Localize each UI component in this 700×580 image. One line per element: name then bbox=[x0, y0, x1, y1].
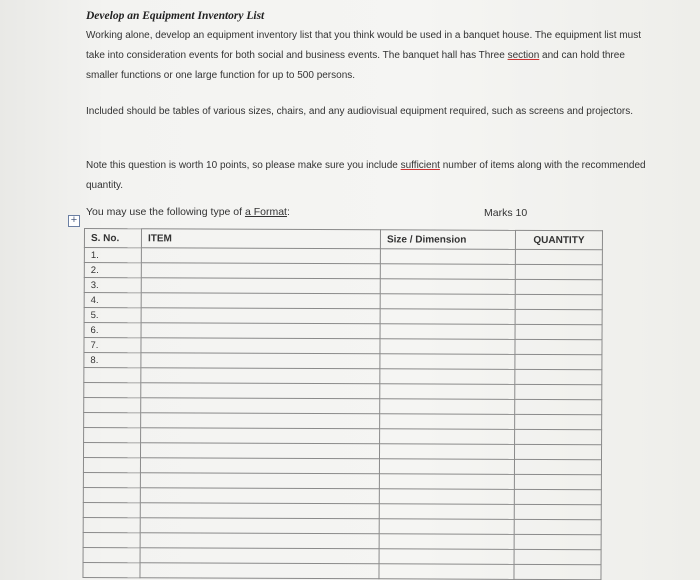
cell-item[interactable] bbox=[141, 248, 380, 264]
paragraph-note: Note this question is worth 10 points, so please make sure you include sufficient number of items along with the recommended quantity. bbox=[86, 160, 646, 191]
cell-serial-no[interactable]: 7. bbox=[84, 338, 141, 353]
cell-serial-no[interactable] bbox=[84, 413, 141, 428]
cell-size-dimension[interactable] bbox=[380, 249, 515, 265]
cell-serial-no[interactable] bbox=[83, 517, 140, 532]
cell-quantity[interactable] bbox=[514, 519, 601, 534]
cell-quantity[interactable] bbox=[515, 429, 602, 444]
cell-serial-no[interactable] bbox=[83, 502, 140, 517]
cell-size-dimension[interactable] bbox=[380, 384, 515, 400]
cell-item[interactable] bbox=[140, 488, 379, 504]
cell-size-dimension[interactable] bbox=[380, 369, 515, 385]
cell-serial-no[interactable] bbox=[84, 398, 141, 413]
cell-size-dimension[interactable] bbox=[379, 564, 514, 580]
document-title: Develop an Equipment Inventory List bbox=[86, 10, 265, 22]
cell-serial-no[interactable] bbox=[83, 547, 140, 562]
cell-item[interactable] bbox=[140, 548, 379, 564]
cell-serial-no[interactable] bbox=[83, 562, 140, 577]
cell-item[interactable] bbox=[141, 383, 380, 399]
cell-size-dimension[interactable] bbox=[379, 474, 514, 490]
cell-item[interactable] bbox=[141, 398, 380, 414]
cell-quantity[interactable] bbox=[515, 339, 602, 354]
cell-size-dimension[interactable] bbox=[380, 264, 515, 280]
cell-item[interactable] bbox=[140, 563, 379, 579]
cell-serial-no[interactable]: 6. bbox=[84, 323, 141, 338]
cell-serial-no[interactable]: 8. bbox=[84, 353, 141, 368]
cell-size-dimension[interactable] bbox=[380, 294, 515, 310]
spelling-underline-sufficient: sufficient bbox=[400, 160, 440, 171]
cell-serial-no[interactable]: 1. bbox=[84, 248, 141, 263]
cell-quantity[interactable] bbox=[514, 564, 601, 579]
cell-size-dimension[interactable] bbox=[380, 414, 515, 430]
header-quantity: QUANTITY bbox=[515, 230, 602, 249]
cell-item[interactable] bbox=[141, 263, 380, 279]
cell-quantity[interactable] bbox=[515, 279, 602, 294]
table-move-handle-icon[interactable]: + bbox=[68, 215, 80, 227]
inventory-table bbox=[82, 228, 603, 580]
cell-serial-no[interactable] bbox=[84, 368, 141, 383]
cell-quantity[interactable] bbox=[514, 474, 601, 489]
cell-serial-no[interactable] bbox=[83, 443, 140, 458]
cell-size-dimension[interactable] bbox=[380, 399, 515, 415]
cell-serial-no[interactable] bbox=[83, 458, 140, 473]
cell-item[interactable] bbox=[140, 503, 379, 519]
cell-size-dimension[interactable] bbox=[379, 504, 514, 520]
marks-label: Marks 10 bbox=[484, 207, 528, 219]
cell-quantity[interactable] bbox=[515, 384, 602, 399]
cell-quantity[interactable] bbox=[514, 444, 601, 459]
cell-item[interactable] bbox=[141, 293, 380, 309]
cell-quantity[interactable] bbox=[515, 294, 602, 309]
cell-quantity[interactable] bbox=[514, 549, 601, 564]
cell-item[interactable] bbox=[141, 323, 380, 339]
cell-item[interactable] bbox=[141, 428, 380, 444]
cell-quantity[interactable] bbox=[515, 369, 602, 384]
cell-quantity[interactable] bbox=[515, 414, 602, 429]
cell-quantity[interactable] bbox=[515, 309, 602, 324]
header-serial-no: S. No. bbox=[84, 229, 141, 248]
cell-serial-no[interactable] bbox=[83, 472, 140, 487]
cell-size-dimension[interactable] bbox=[380, 429, 515, 445]
cell-serial-no[interactable]: 2. bbox=[84, 263, 141, 278]
cell-item[interactable] bbox=[140, 458, 379, 474]
cell-quantity[interactable] bbox=[514, 489, 601, 504]
cell-item[interactable] bbox=[141, 353, 380, 369]
cell-serial-no[interactable] bbox=[83, 487, 140, 502]
cell-serial-no[interactable] bbox=[83, 532, 140, 547]
cell-item[interactable] bbox=[141, 278, 380, 294]
table-row bbox=[83, 562, 601, 579]
cell-item[interactable] bbox=[140, 518, 379, 534]
cell-size-dimension[interactable] bbox=[380, 324, 515, 340]
cell-size-dimension[interactable] bbox=[379, 534, 514, 550]
cell-size-dimension[interactable] bbox=[379, 519, 514, 535]
cell-size-dimension[interactable] bbox=[379, 444, 514, 460]
cell-serial-no[interactable] bbox=[84, 383, 141, 398]
header-size-dimension: Size / Dimension bbox=[380, 230, 515, 250]
format-underlined: a Format bbox=[244, 206, 287, 218]
header-item: ITEM bbox=[141, 229, 380, 249]
cell-quantity[interactable] bbox=[515, 264, 602, 279]
cell-size-dimension[interactable] bbox=[380, 354, 515, 370]
cell-serial-no[interactable]: 5. bbox=[84, 308, 141, 323]
cell-serial-no[interactable]: 3. bbox=[84, 278, 141, 293]
paragraph-instructions: Working alone, develop an equipment inventory list that you think would be used in a banquet house. The equipment list must take into consideration events for both social and business events. The banquet hall has Three section and can hold three smaller functions or one large function for up to 500 persons. bbox=[86, 30, 641, 81]
cell-item[interactable] bbox=[141, 368, 380, 384]
cell-quantity[interactable] bbox=[514, 534, 601, 549]
cell-size-dimension[interactable] bbox=[379, 549, 514, 565]
cell-item[interactable] bbox=[141, 308, 380, 324]
cell-size-dimension[interactable] bbox=[379, 459, 514, 475]
cell-item[interactable] bbox=[140, 473, 379, 489]
paragraph-included: Included should be tables of various sizes, chairs, and any audiovisual equipment required, such as screens and projectors. bbox=[86, 106, 633, 117]
cell-size-dimension[interactable] bbox=[380, 339, 515, 355]
cell-size-dimension[interactable] bbox=[379, 489, 514, 505]
cell-quantity[interactable] bbox=[515, 324, 602, 339]
cell-serial-no[interactable] bbox=[84, 428, 141, 443]
format-line: You may use the following type of a Format: bbox=[86, 206, 290, 218]
cell-size-dimension[interactable] bbox=[380, 279, 515, 295]
cell-item[interactable] bbox=[141, 413, 380, 429]
cell-quantity[interactable] bbox=[515, 399, 602, 414]
cell-quantity[interactable] bbox=[514, 504, 601, 519]
cell-quantity[interactable] bbox=[514, 459, 601, 474]
cell-quantity[interactable] bbox=[515, 249, 602, 264]
cell-item[interactable] bbox=[140, 533, 379, 549]
cell-item[interactable] bbox=[141, 338, 380, 354]
cell-quantity[interactable] bbox=[515, 354, 602, 369]
spelling-underline-section: section bbox=[507, 50, 540, 61]
table-body bbox=[83, 248, 602, 580]
table-header-row bbox=[84, 229, 602, 250]
cell-size-dimension[interactable] bbox=[380, 309, 515, 325]
cell-serial-no[interactable]: 4. bbox=[84, 293, 141, 308]
cell-item[interactable] bbox=[140, 443, 379, 459]
